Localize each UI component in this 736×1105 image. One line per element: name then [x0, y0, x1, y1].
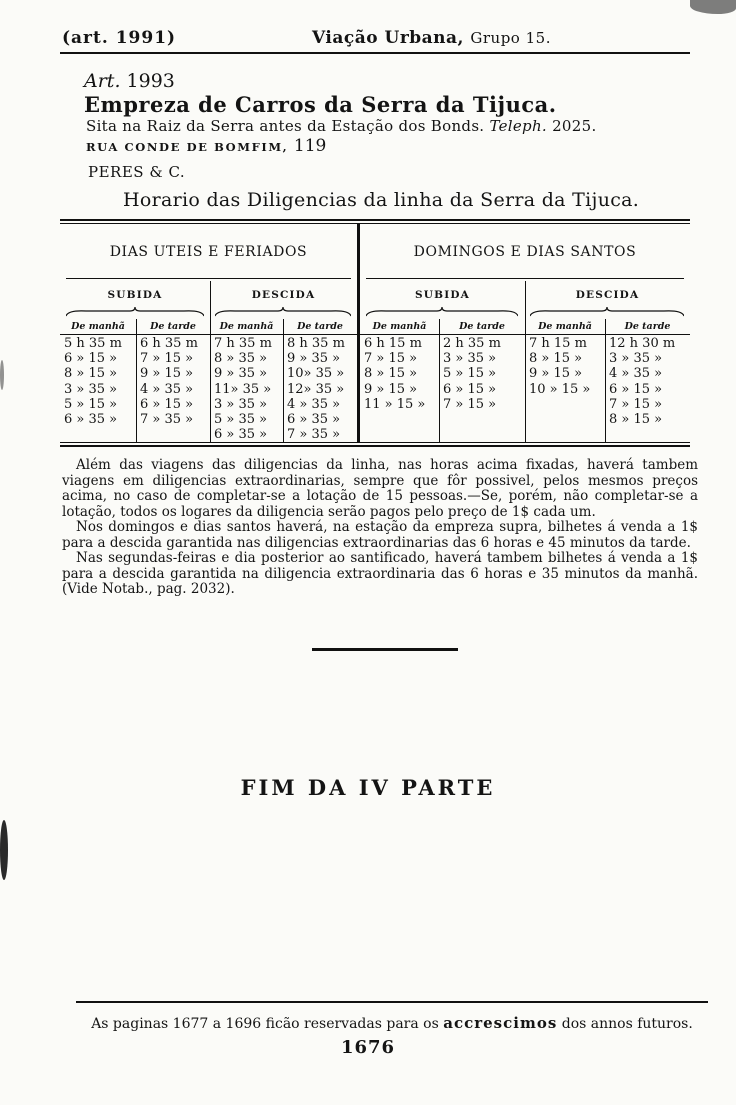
subgroup-descida-2: DESCIDA [575, 289, 640, 301]
table-top-rule-thin [60, 223, 690, 224]
street-address [86, 136, 326, 156]
times-col-sunday-descida-afternoon: 12 h 30 m 3 » 35 » 4 » 35 » 6 » 15 » 7 » 15 » 8 » 15 » [609, 336, 676, 428]
running-head-grupo: Grupo 15. [470, 29, 551, 47]
schedule-title: Horario das Diligencias da linha da Serra da Tijuca. [123, 189, 640, 211]
times-col-weekday-subida-afternoon: 6 h 35 m 7 » 15 » 9 » 15 » 4 » 35 » 6 » 15 » 7 » 35 » [140, 336, 198, 428]
part-end-title: FIM DA IV PARTE [240, 775, 496, 800]
scan-edge-mark [0, 360, 4, 390]
section-end-rule [312, 648, 458, 651]
note-paragraph: Além das viagens das diligencias da linha, nas horas acima fixadas, haverá tambem viagens em diligencias extraordinarias, sempre que fôr possivel, pelos mesmos preços acima, no caso de completar-se a lotação de 15 pessoas.—Se, porém, não completar-se a lotação, todos os logares da diligencia serão pagos pelo preço de 1$ cada um. [62, 457, 698, 520]
running-head-title: Viação Urbana, [312, 28, 464, 48]
note-paragraph: Nos domingos e dias santos haverá, na estação da empreza supra, bilhetes á venda a 1$ para a descida garantida nas diligencias extraordinarias das 6 horas e 45 minutos da tarde. [62, 519, 698, 551]
brace-descida-2 [530, 307, 684, 317]
brace-subida-2 [366, 307, 518, 317]
teleph-label: Teleph. [489, 117, 547, 135]
scan-edge-mark [690, 0, 736, 14]
period-rule [60, 334, 690, 335]
footer-text-before: As paginas 1677 a 1696 ficão reservadas para os [91, 1016, 439, 1032]
times-col-sunday-subida-afternoon: 2 h 35 m 3 » 35 » 5 » 15 » 6 » 15 » 7 » 15 » [443, 336, 501, 412]
article-prefix: Art. [84, 70, 121, 92]
period-label: De manhã [538, 321, 592, 332]
subgroup-subida-1: SUBIDA [107, 289, 163, 301]
footer-emphasis: accrescimos [443, 1014, 558, 1032]
page-number: 1676 [340, 1037, 396, 1058]
period-label: De manhã [71, 321, 125, 332]
article-number [84, 70, 175, 92]
period-label: De tarde [297, 321, 343, 332]
period-label: De tarde [459, 321, 505, 332]
teleph-number: 2025. [552, 117, 597, 135]
period-label: De manhã [219, 321, 274, 332]
times-col-weekday-subida-morning: 5 h 35 m 6 » 15 » 8 » 15 » 3 » 35 » 5 » 15 » 6 » 35 » [64, 336, 122, 428]
table-top-rule [60, 219, 690, 221]
table-bottom-rule [60, 445, 690, 447]
brace-subida-1 [66, 307, 204, 317]
group-rule-right [366, 278, 684, 279]
brace-descida-1 [215, 307, 351, 317]
street-number: 119 [293, 136, 327, 156]
subgroup-subida-2: SUBIDA [415, 289, 470, 301]
running-head-article: (art. 1991) [62, 28, 177, 48]
street-name: RUA CONDE DE BOMFIM, [86, 140, 289, 154]
header-rule [60, 52, 690, 54]
period-label: De tarde [624, 321, 671, 332]
note-paragraph: Nas segundas-feiras e dia posterior ao santificado, haverá tambem bilhetes á venda a 1$ para a descida garantida na diligencia extraordinaria das 6 horas e 35 minutos da manhã. (Vide Notab., pag. 2032). [62, 550, 698, 597]
group-rule-left [66, 278, 351, 279]
footer-text-after: dos annos futuros. [561, 1016, 693, 1032]
group-header-sundays: DOMINGOS E DIAS SANTOS [413, 244, 637, 260]
period-label: De manhã [372, 321, 427, 332]
subgroup-descida-1: DESCIDA [251, 289, 316, 301]
firm-name: PERES & C. [88, 163, 186, 181]
footer-note [76, 1014, 708, 1032]
times-col-weekday-descida-afternoon: 8 h 35 m 9 » 35 » 10» 35 » 12» 35 » 4 » 35 » 6 » 35 » 7 » 35 » [287, 336, 345, 443]
times-col-weekday-descida-morning: 7 h 35 m 8 » 35 » 9 » 35 » 11» 35 » 3 » 35 » 5 » 35 » 6 » 35 » [214, 336, 272, 443]
notes-block [62, 458, 698, 598]
timetable [60, 219, 690, 445]
times-col-sunday-subida-morning: 6 h 15 m 7 » 15 » 8 » 15 » 9 » 15 » 11 » 15 » [364, 336, 426, 412]
running-head-section [312, 28, 551, 48]
times-col-sunday-descida-morning: 7 h 15 m 8 » 15 » 9 » 15 » 10 » 15 » [529, 336, 591, 397]
group-header-weekdays: DIAS UTEIS E FERIADOS [109, 244, 308, 260]
table-bottom-rule-thin [60, 442, 690, 443]
scan-edge-mark [0, 820, 8, 880]
article-number-value: 1993 [126, 70, 175, 92]
company-address [86, 117, 597, 135]
company-name: Empreza de Carros da Serra da Tijuca. [84, 92, 557, 117]
footer-rule [76, 1001, 708, 1003]
period-label: De tarde [150, 321, 196, 332]
address-line: Sita na Raiz da Serra antes da Estação dos Bonds. [86, 117, 485, 135]
